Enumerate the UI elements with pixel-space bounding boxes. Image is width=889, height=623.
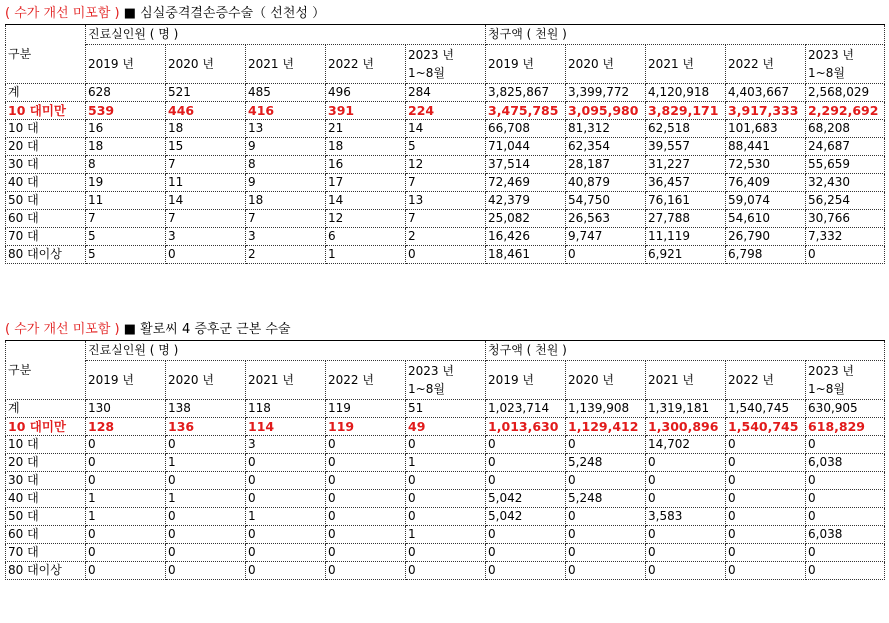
table-cell: 1,540,745 — [726, 418, 806, 436]
table-cell: 39,557 — [646, 138, 726, 156]
table-section-2 — [5, 320, 884, 580]
table-cell: 0 — [566, 246, 646, 264]
table-cell: 0 — [326, 436, 406, 454]
table-cell: 628 — [86, 84, 166, 102]
table-cell: 14 — [326, 192, 406, 210]
table-cell: 62,518 — [646, 120, 726, 138]
table-cell: 0 — [406, 562, 486, 580]
table-cell: 118 — [246, 400, 326, 418]
table-row — [6, 526, 885, 544]
table-cell: 0 — [646, 562, 726, 580]
table-cell: 0 — [406, 246, 486, 264]
data-table — [5, 24, 885, 264]
year-header: 2023 년 1~8월 — [806, 361, 885, 400]
table-cell: 0 — [646, 490, 726, 508]
table-cell: 0 — [726, 472, 806, 490]
year-header: 2020 년 — [166, 361, 246, 400]
table-cell: 128 — [86, 418, 166, 436]
table-cell: 12 — [406, 156, 486, 174]
year-header: 2019 년 — [486, 45, 566, 84]
row-label: 40 대 — [6, 490, 86, 508]
table-cell: 224 — [406, 102, 486, 120]
table-cell: 446 — [166, 102, 246, 120]
table-cell: 81,312 — [566, 120, 646, 138]
table-cell: 0 — [86, 436, 166, 454]
table-cell: 2,568,029 — [806, 84, 885, 102]
year-header: 2020 년 — [566, 45, 646, 84]
group-header-patients: 진료실인원 ( 명 ) — [86, 25, 486, 45]
table-row — [6, 508, 885, 526]
table-cell: 0 — [726, 526, 806, 544]
table-cell: 0 — [166, 436, 246, 454]
table-cell: 27,788 — [646, 210, 726, 228]
table-cell: 11 — [166, 174, 246, 192]
table-cell: 416 — [246, 102, 326, 120]
table-row — [6, 138, 885, 156]
table-cell: 28,187 — [566, 156, 646, 174]
title-text: ■ 활로씨 4 증후군 근본 수술 — [119, 322, 291, 337]
table-cell: 76,161 — [646, 192, 726, 210]
table-cell: 68,208 — [806, 120, 885, 138]
table-cell: 0 — [646, 454, 726, 472]
table-cell: 14 — [166, 192, 246, 210]
table-cell: 521 — [166, 84, 246, 102]
table-cell: 0 — [726, 454, 806, 472]
table-cell: 119 — [326, 400, 406, 418]
year-header: 2022 년 — [326, 45, 406, 84]
data-table — [5, 340, 885, 580]
table-cell: 3 — [246, 228, 326, 246]
table-cell: 539 — [86, 102, 166, 120]
table-cell: 0 — [406, 544, 486, 562]
table-cell: 0 — [566, 436, 646, 454]
table-cell: 0 — [726, 508, 806, 526]
row-label: 10 대 — [6, 120, 86, 138]
table-cell: 5,042 — [486, 490, 566, 508]
table-row — [6, 418, 885, 436]
row-label: 계 — [6, 84, 86, 102]
table-cell: 6,038 — [806, 526, 885, 544]
table-cell: 130 — [86, 400, 166, 418]
table-cell: 2 — [246, 246, 326, 264]
table-row — [6, 544, 885, 562]
table-cell: 7,332 — [806, 228, 885, 246]
table-cell: 1 — [86, 490, 166, 508]
table-cell: 0 — [806, 246, 885, 264]
row-label: 70 대 — [6, 544, 86, 562]
table-cell: 9 — [246, 174, 326, 192]
row-label: 10 대미만 — [6, 418, 86, 436]
table-cell: 3,583 — [646, 508, 726, 526]
table-cell: 8 — [86, 156, 166, 174]
table-cell: 0 — [86, 544, 166, 562]
table-row — [6, 562, 885, 580]
table-cell: 0 — [166, 508, 246, 526]
table-cell: 630,905 — [806, 400, 885, 418]
row-label: 80 대이상 — [6, 562, 86, 580]
table-cell: 0 — [246, 562, 326, 580]
table-cell: 0 — [726, 436, 806, 454]
table-cell: 6,798 — [726, 246, 806, 264]
title-note: ( 수가 개선 미포함 ) — [5, 6, 120, 21]
table-cell: 7 — [246, 210, 326, 228]
table-cell: 618,829 — [806, 418, 885, 436]
table-cell: 5 — [86, 228, 166, 246]
table-cell: 119 — [326, 418, 406, 436]
table-row — [6, 192, 885, 210]
table-cell: 3,475,785 — [486, 102, 566, 120]
table-cell: 0 — [646, 472, 726, 490]
table-cell: 3,399,772 — [566, 84, 646, 102]
table-row — [6, 228, 885, 246]
table-cell: 0 — [486, 544, 566, 562]
table-cell: 18 — [86, 138, 166, 156]
table-cell: 18,461 — [486, 246, 566, 264]
table-cell: 6,921 — [646, 246, 726, 264]
row-label: 40 대 — [6, 174, 86, 192]
table-cell: 3 — [246, 436, 326, 454]
table-cell: 0 — [406, 508, 486, 526]
table-cell: 0 — [86, 472, 166, 490]
table-cell: 12 — [326, 210, 406, 228]
table-cell: 138 — [166, 400, 246, 418]
row-header: 구분 — [6, 25, 86, 84]
table-cell: 114 — [246, 418, 326, 436]
table-cell: 66,708 — [486, 120, 566, 138]
table-cell: 8 — [246, 156, 326, 174]
year-header: 2022 년 — [726, 361, 806, 400]
table-cell: 0 — [166, 562, 246, 580]
table-row — [6, 472, 885, 490]
table-cell: 0 — [806, 544, 885, 562]
table-cell: 21 — [326, 120, 406, 138]
table-cell: 0 — [246, 526, 326, 544]
table-cell: 72,469 — [486, 174, 566, 192]
table-cell: 4,120,918 — [646, 84, 726, 102]
table-cell: 485 — [246, 84, 326, 102]
table-cell: 1,139,908 — [566, 400, 646, 418]
table-cell: 1 — [406, 454, 486, 472]
table-cell: 3,825,867 — [486, 84, 566, 102]
table-row — [6, 102, 885, 120]
table-row — [6, 454, 885, 472]
table-cell: 18 — [246, 192, 326, 210]
row-label: 80 대이상 — [6, 246, 86, 264]
table-title — [5, 320, 884, 340]
table-cell: 0 — [806, 562, 885, 580]
table-cell: 0 — [566, 526, 646, 544]
table-cell: 0 — [246, 490, 326, 508]
table-cell: 1 — [326, 246, 406, 264]
table-row — [6, 400, 885, 418]
table-cell: 1,023,714 — [486, 400, 566, 418]
table-cell: 40,879 — [566, 174, 646, 192]
table-cell: 0 — [406, 490, 486, 508]
table-cell: 0 — [566, 562, 646, 580]
table-cell: 26,563 — [566, 210, 646, 228]
table-cell: 59,074 — [726, 192, 806, 210]
table-cell: 9,747 — [566, 228, 646, 246]
table-cell: 7 — [406, 174, 486, 192]
table-cell: 14,702 — [646, 436, 726, 454]
table-cell: 13 — [246, 120, 326, 138]
table-cell: 0 — [326, 562, 406, 580]
table-cell: 16 — [326, 156, 406, 174]
year-header: 2019 년 — [486, 361, 566, 400]
row-header: 구분 — [6, 341, 86, 400]
row-label: 20 대 — [6, 138, 86, 156]
table-cell: 54,610 — [726, 210, 806, 228]
year-header: 2020 년 — [566, 361, 646, 400]
table-row — [6, 84, 885, 102]
row-label: 70 대 — [6, 228, 86, 246]
table-cell: 55,659 — [806, 156, 885, 174]
table-cell: 18 — [166, 120, 246, 138]
table-cell: 0 — [726, 544, 806, 562]
table-cell: 30,766 — [806, 210, 885, 228]
table-cell: 16,426 — [486, 228, 566, 246]
table-cell: 1 — [406, 526, 486, 544]
table-cell: 3,829,171 — [646, 102, 726, 120]
table-cell: 5 — [406, 138, 486, 156]
table-cell: 31,227 — [646, 156, 726, 174]
table-cell: 0 — [166, 472, 246, 490]
table-cell: 19 — [86, 174, 166, 192]
table-cell: 0 — [326, 544, 406, 562]
table-cell: 1,013,630 — [486, 418, 566, 436]
year-header: 2021 년 — [646, 45, 726, 84]
table-cell: 72,530 — [726, 156, 806, 174]
table-cell: 0 — [806, 472, 885, 490]
table-cell: 71,044 — [486, 138, 566, 156]
table-cell: 7 — [166, 210, 246, 228]
table-cell: 9 — [246, 138, 326, 156]
table-cell: 0 — [726, 490, 806, 508]
row-label: 60 대 — [6, 210, 86, 228]
row-label: 30 대 — [6, 472, 86, 490]
table-cell: 0 — [406, 472, 486, 490]
table-cell: 2 — [406, 228, 486, 246]
table-cell: 1,300,896 — [646, 418, 726, 436]
table-row — [6, 156, 885, 174]
year-header: 2023 년 1~8월 — [806, 45, 885, 84]
table-cell: 0 — [326, 526, 406, 544]
table-row — [6, 490, 885, 508]
table-cell: 5 — [86, 246, 166, 264]
table-row — [6, 210, 885, 228]
table-row — [6, 246, 885, 264]
table-cell: 0 — [486, 472, 566, 490]
table-cell: 0 — [246, 454, 326, 472]
year-header: 2022 년 — [726, 45, 806, 84]
table-cell: 15 — [166, 138, 246, 156]
year-header: 2021 년 — [246, 361, 326, 400]
table-row — [6, 436, 885, 454]
table-cell: 3,917,333 — [726, 102, 806, 120]
table-cell: 3,095,980 — [566, 102, 646, 120]
row-label: 50 대 — [6, 508, 86, 526]
table-cell: 5,248 — [566, 454, 646, 472]
table-cell: 11 — [86, 192, 166, 210]
table-cell: 0 — [326, 472, 406, 490]
table-cell: 1 — [166, 454, 246, 472]
group-header-patients: 진료실인원 ( 명 ) — [86, 341, 486, 361]
table-cell: 11,119 — [646, 228, 726, 246]
group-header-claims: 청구액 ( 천원 ) — [486, 341, 885, 361]
table-cell: 0 — [646, 544, 726, 562]
table-cell: 13 — [406, 192, 486, 210]
table-cell: 5,042 — [486, 508, 566, 526]
table-cell: 0 — [326, 490, 406, 508]
title-note: ( 수가 개선 미포함 ) — [5, 322, 120, 337]
table-cell: 3 — [166, 228, 246, 246]
table-cell: 42,379 — [486, 192, 566, 210]
table-cell: 4,403,667 — [726, 84, 806, 102]
table-cell: 88,441 — [726, 138, 806, 156]
table-cell: 1,129,412 — [566, 418, 646, 436]
table-cell: 62,354 — [566, 138, 646, 156]
table-section-1 — [5, 4, 884, 264]
table-cell: 51 — [406, 400, 486, 418]
table-cell: 0 — [166, 246, 246, 264]
table-cell: 284 — [406, 84, 486, 102]
year-header: 2023 년 1~8월 — [406, 45, 486, 84]
table-cell: 0 — [86, 526, 166, 544]
table-cell: 0 — [646, 526, 726, 544]
table-cell: 56,254 — [806, 192, 885, 210]
table-cell: 0 — [406, 436, 486, 454]
table-cell: 26,790 — [726, 228, 806, 246]
table-cell: 0 — [86, 562, 166, 580]
table-cell: 6 — [326, 228, 406, 246]
table-cell: 1,540,745 — [726, 400, 806, 418]
table-cell: 36,457 — [646, 174, 726, 192]
table-cell: 37,514 — [486, 156, 566, 174]
table-cell: 1,319,181 — [646, 400, 726, 418]
year-header: 2019 년 — [86, 361, 166, 400]
table-cell: 32,430 — [806, 174, 885, 192]
table-cell: 7 — [406, 210, 486, 228]
table-cell: 0 — [806, 436, 885, 454]
table-cell: 2,292,692 — [806, 102, 885, 120]
table-cell: 0 — [806, 490, 885, 508]
table-cell: 101,683 — [726, 120, 806, 138]
table-cell: 0 — [486, 454, 566, 472]
table-cell: 7 — [166, 156, 246, 174]
table-cell: 0 — [246, 544, 326, 562]
year-header: 2021 년 — [646, 361, 726, 400]
table-cell: 0 — [326, 508, 406, 526]
table-cell: 0 — [486, 526, 566, 544]
table-cell: 496 — [326, 84, 406, 102]
row-label: 50 대 — [6, 192, 86, 210]
table-cell: 16 — [86, 120, 166, 138]
table-row — [6, 120, 885, 138]
table-cell: 0 — [566, 508, 646, 526]
year-header: 2020 년 — [166, 45, 246, 84]
table-cell: 7 — [86, 210, 166, 228]
table-cell: 17 — [326, 174, 406, 192]
table-row — [6, 174, 885, 192]
table-cell: 18 — [326, 138, 406, 156]
table-cell: 391 — [326, 102, 406, 120]
row-label: 10 대미만 — [6, 102, 86, 120]
year-header: 2021 년 — [246, 45, 326, 84]
title-text: ■ 심실중격결손증수술（ 선천성 ） — [119, 6, 326, 21]
row-label: 10 대 — [6, 436, 86, 454]
table-cell: 0 — [726, 562, 806, 580]
group-header-claims: 청구액 ( 천원 ) — [486, 25, 885, 45]
table-cell: 136 — [166, 418, 246, 436]
table-cell: 0 — [566, 472, 646, 490]
table-title — [5, 4, 884, 24]
year-header: 2022 년 — [326, 361, 406, 400]
table-cell: 0 — [166, 526, 246, 544]
table-cell: 0 — [486, 562, 566, 580]
table-cell: 76,409 — [726, 174, 806, 192]
table-cell: 0 — [566, 544, 646, 562]
row-label: 60 대 — [6, 526, 86, 544]
table-cell: 14 — [406, 120, 486, 138]
row-label: 계 — [6, 400, 86, 418]
year-header: 2023 년 1~8월 — [406, 361, 486, 400]
table-cell: 0 — [486, 436, 566, 454]
table-cell: 5,248 — [566, 490, 646, 508]
table-cell: 0 — [806, 508, 885, 526]
table-cell: 24,687 — [806, 138, 885, 156]
row-label: 20 대 — [6, 454, 86, 472]
table-cell: 54,750 — [566, 192, 646, 210]
table-cell: 1 — [166, 490, 246, 508]
table-cell: 1 — [246, 508, 326, 526]
table-cell: 0 — [326, 454, 406, 472]
table-cell: 0 — [86, 454, 166, 472]
table-cell: 0 — [246, 472, 326, 490]
table-cell: 1 — [86, 508, 166, 526]
table-cell: 49 — [406, 418, 486, 436]
table-cell: 25,082 — [486, 210, 566, 228]
table-cell: 0 — [166, 544, 246, 562]
year-header: 2019 년 — [86, 45, 166, 84]
table-cell: 6,038 — [806, 454, 885, 472]
row-label: 30 대 — [6, 156, 86, 174]
